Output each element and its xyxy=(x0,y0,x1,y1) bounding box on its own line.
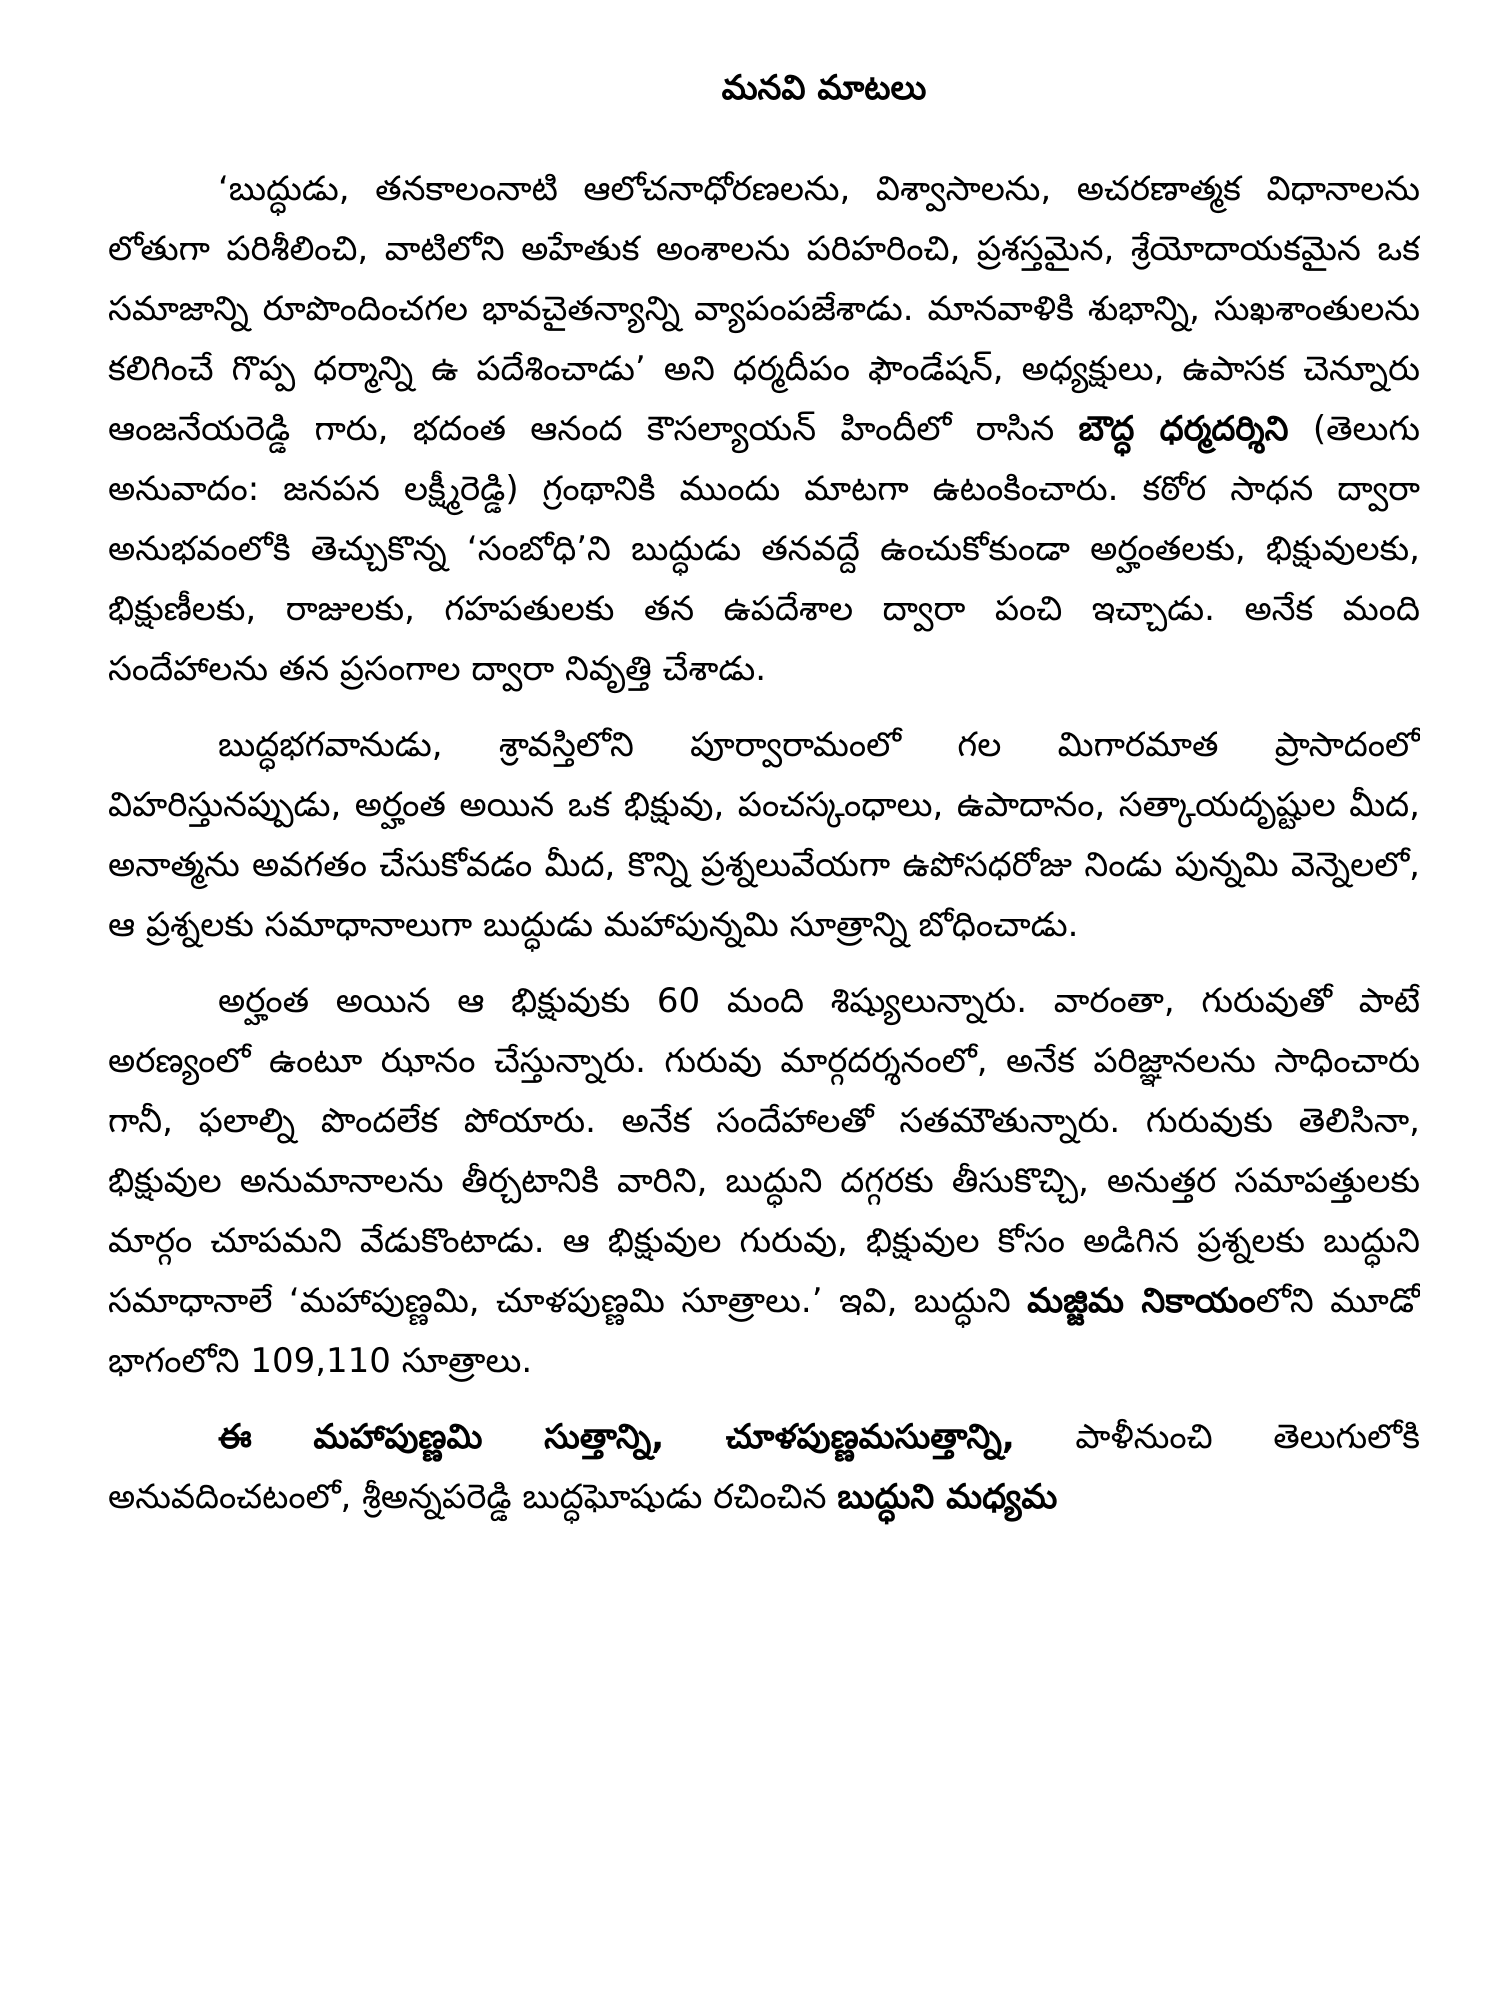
sutta-titles: ఈ మహాపుణ్ణమి సుత్తాన్ని, చూళపుణ్ణమసుత్తాన్ని, xyxy=(218,1416,1015,1457)
document-page xyxy=(108,58,1420,1978)
paragraph-2 xyxy=(108,715,1420,955)
paragraph-1 xyxy=(108,159,1420,699)
page-title: మనవి మాటలు xyxy=(721,68,927,108)
paragraph-3-text-b: లోని మూడో భాగంలోని 109,110 సూత్రాలు. xyxy=(108,1280,1420,1381)
paragraph-1-text-a: ‘బుద్ధుడు, తనకాలంనాటి ఆలోచనాధోరణలను, విశ్వాసాలను, అచరణాత్మక విధానాలను లోతుగా పరిశీలించి, వాటిలోని అహేతుక అంశాలను పరిహరించి, ప్రశస్తమైన, శ్రేయోదాయకమైన ఒక సమాజాన్ని రూపొందించగల భావచైతన్యాన్ని వ్యాపంపజేశాడు. మానవాళికి శుభాన్ని, సుఖశాంతులను కలిగించే గొప్ప ధర్మాన్ని ఉ పదేశించాడు’ అని ధర్మదీపం ఫౌండేషన్, అధ్యక్షులు, ఉపాసక చెన్నూరు ఆంజనేయరెడ్డి గారు, భదంత ఆనంద కౌసల్యాయన్ హిందీలో రాసిన xyxy=(108,168,1420,449)
book-title-majjhima-nikaya: మజ్జిమ నికాయం xyxy=(1027,1280,1256,1321)
paragraph-1-text-b: (తెలుగు అనువాదం: జనపన లక్ష్మీరెడ్డి) గ్రంథానికి ముందు మాటగా ఉటంకించారు. కఠోర సాధన ద్వారా అనుభవంలోకి తెచ్చుకొన్న ‘సంబోధి’ని బుద్ధుడు తనవద్దే ఉంచుకోకుండా అర్హంతలకు, భిక్షువులకు, భిక్షుణీలకు, రాజులకు, గహపతులకు తన ఉపదేశాల ద్వారా పంచి ఇచ్చాడు. అనేక మంది సందేహాలను తన ప్రసంగాల ద్వారా నివృత్తి చేశాడు. xyxy=(108,408,1420,689)
book-title-bauddha-dharmadarshini: బౌద్ధ ధర్మదర్శిని xyxy=(1078,408,1289,449)
paragraph-3-text-a: అర్హంత అయిన ఆ భిక్షువుకు 60 మంది శిష్యులున్నారు. వారంతా, గురువుతో పాటే అరణ్యంలో ఉంటూ ఝానం చేస్తున్నారు. గురువు మార్గదర్శనంలో, అనేక పరిజ్ఞానలను సాధించారు గానీ, ఫలాల్ని పొందలేక పోయారు. అనేక సందేహాలతో సతమౌతున్నారు. గురువుకు తెలిసినా, భిక్షువుల అనుమానాలను తీర్చటానికి వారిని, బుద్ధుని దగ్గరకు తీసుకొచ్చి, అనుత్తర సమాపత్తులకు మార్గం చూపమని వేడుకొంటాడు. ఆ భిక్షువుల గురువు, భిక్షువుల కోసం అడిగిన ప్రశ్నలకు బుద్ధుని సమాధానాలే ‘మహాపుణ్ణమి, చూళపుణ్ణమి సూత్రాలు.’ ఇవి, బుద్ధుని xyxy=(108,980,1420,1321)
paragraph-4 xyxy=(108,1407,1420,1527)
paragraph-3 xyxy=(108,971,1420,1391)
paragraph-2-text: బుద్ధభగవానుడు, శ్రావస్తిలోని పూర్వారామంలో గల మిగారమాత ప్రాసాదంలో విహరిస్తునప్పుడు, అర్హంత అయిన ఒక భిక్షువు, పంచస్కంధాలు, ఉపాదానం, సత్కాయదృష్టుల మీద, అనాత్మను అవగతం చేసుకోవడం మీద, కొన్ని ప్రశ్నలువేయగా ఉపోసధరోజు నిండు పున్నమి వెన్నెలలో, ఆ ప్రశ్నలకు సమాధానాలుగా బుద్ధుడు మహాపున్నమి సూత్రాన్ని బోధించాడు. xyxy=(108,724,1420,945)
book-title-buddhuni-madhyama: బుద్ధుని మధ్యమ xyxy=(837,1476,1058,1517)
paragraph-4-text: పాళీనుంచి తెలుగులోకి అనువదించటంలో, శ్రీఅన్నపరెడ్డి బుద్ధఘోషుడు రచించిన xyxy=(108,1416,1420,1517)
